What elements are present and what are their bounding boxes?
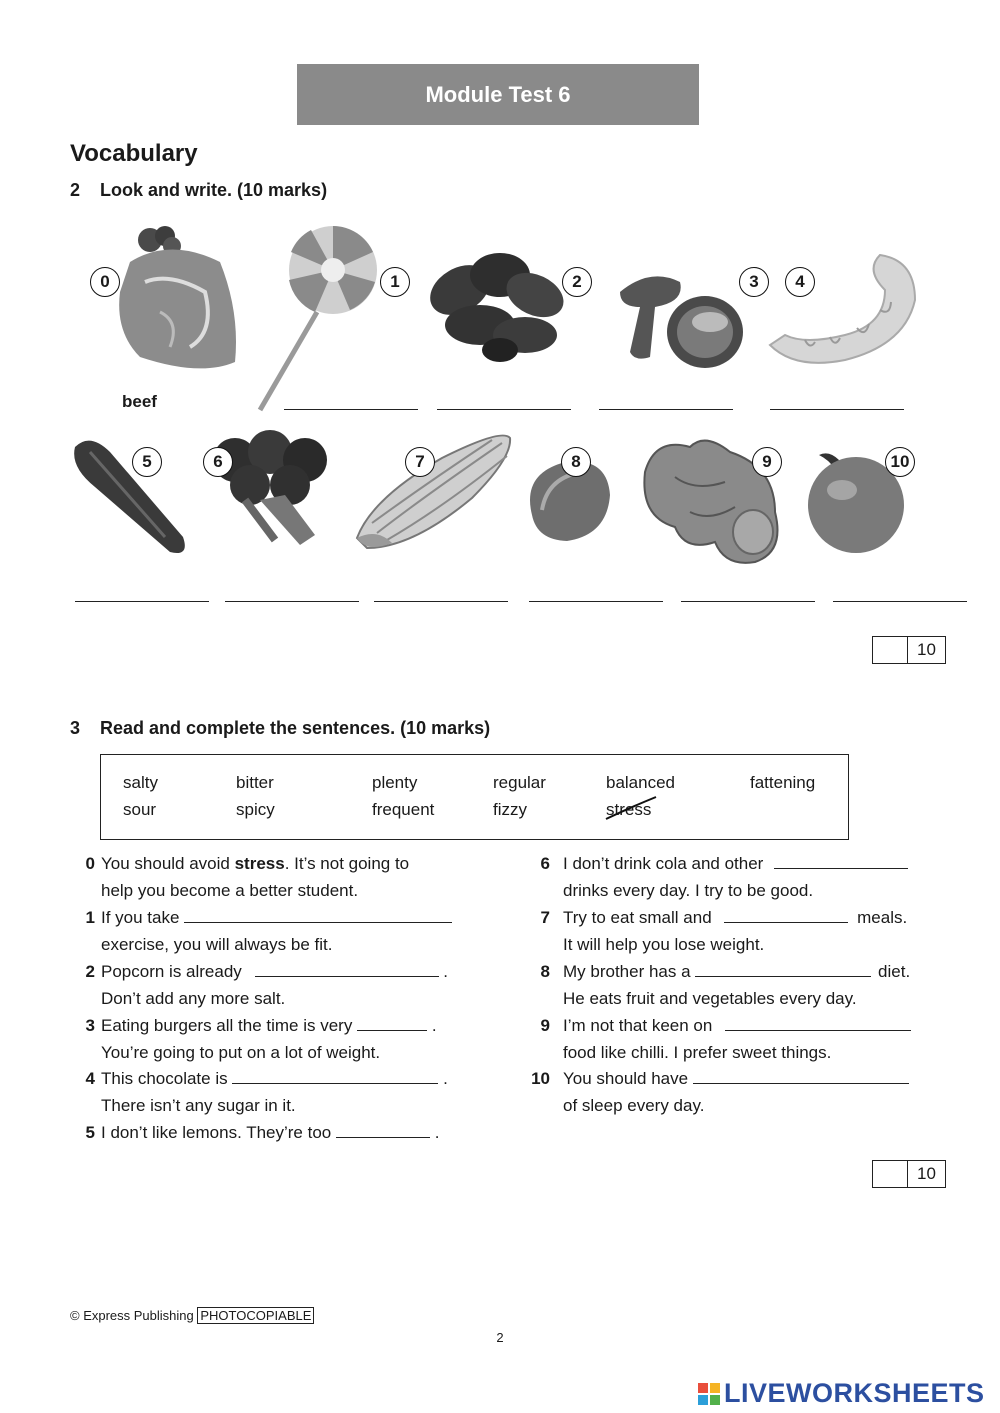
answer-line-9[interactable] — [681, 601, 815, 602]
word-bank-item: spicy — [236, 800, 275, 819]
answer-blank[interactable] — [232, 1068, 438, 1084]
sentence-2: 2 Popcorn is already . Don’t add any more salt. — [85, 962, 449, 1008]
word-bank-item: fizzy — [493, 800, 527, 819]
answer-line-7[interactable] — [374, 601, 508, 602]
mushroom-icon — [610, 262, 745, 372]
score-total: 10 — [917, 1164, 936, 1183]
answer-line-10[interactable] — [833, 601, 967, 602]
word-bank-item-used: stress — [606, 800, 652, 819]
brand-watermark[interactable] — [698, 1378, 985, 1409]
word-bank-item: salty — [123, 773, 158, 792]
task-instruction: Read and complete the sentences. (10 marks) — [100, 718, 491, 738]
answer-blank[interactable] — [774, 853, 908, 869]
item-number-0: 0 — [90, 267, 120, 297]
word-bank-item: plenty — [372, 773, 418, 792]
photocopiable-badge: PHOTOCOPIABLE — [197, 1307, 314, 1324]
item-number-7: 7 — [405, 447, 435, 477]
sentence-8: 8 My brother has a diet. He eats fruit and vegetables every day. — [540, 962, 911, 1008]
sentence-5: 5 I don’t like lemons. They’re too . — [85, 1123, 440, 1142]
answer-line-2[interactable] — [437, 409, 571, 410]
answer-line-4[interactable] — [770, 409, 904, 410]
word-bank-item: regular — [493, 773, 546, 792]
task-3-heading — [70, 718, 490, 739]
sentence-4: 4 This chocolate is . There isn’t any sugar in it. — [85, 1069, 448, 1115]
word-bank-item: balanced — [606, 773, 676, 792]
answer-blank[interactable] — [693, 1068, 909, 1084]
word-bank-item: sour — [123, 800, 157, 819]
word-bank-item: fattening — [750, 773, 816, 792]
word-bank-item: frequent — [372, 800, 435, 819]
score-total: 10 — [917, 640, 936, 659]
answer-blank[interactable] — [336, 1122, 430, 1138]
sentence-6: 6 I don’t drink cola and other drinks every day. I try to be good. — [530, 850, 930, 904]
example-answer: beef — [122, 392, 157, 411]
sentence-9: 9 I’m not that keen on food like chilli. I prefer sweet things. — [530, 1012, 930, 1066]
score-box-task-2 — [872, 636, 946, 664]
score-box-task-3 — [872, 1160, 946, 1188]
answer-blank[interactable] — [255, 961, 439, 977]
answer-blank[interactable] — [724, 907, 848, 923]
word-bank — [100, 754, 849, 840]
answer-line-1[interactable] — [284, 409, 418, 410]
answer-line-3[interactable] — [599, 409, 733, 410]
brand-name: LIVEWORKSHEETS — [724, 1378, 985, 1408]
copyright-text: © Express Publishing — [70, 1308, 194, 1323]
item-number-9: 9 — [752, 447, 782, 477]
answer-line-6[interactable] — [225, 601, 359, 602]
sentence-number: 0 — [85, 854, 95, 873]
corn-icon — [352, 428, 517, 553]
section-heading: Vocabulary — [70, 140, 198, 167]
cucumber-icon — [65, 432, 190, 562]
sentence-3: 3 Eating burgers all the time is very . You’re going to put on a lot of weight. — [85, 1016, 437, 1062]
spinach-icon — [420, 240, 570, 370]
task-instruction: Look and write. (10 marks) — [100, 180, 328, 200]
task-number: 3 — [70, 718, 81, 738]
answer-line-8[interactable] — [529, 601, 663, 602]
item-number-10: 10 — [885, 447, 915, 477]
sentence-0: 0 You should avoid stress. It’s not going to help you become a better student. — [75, 850, 475, 904]
item-number-8: 8 — [561, 447, 591, 477]
sentence-7: 7 Try to eat small and meals. It will help you lose weight. — [540, 908, 908, 954]
score-input[interactable] — [873, 637, 908, 663]
answer-line-5[interactable] — [75, 601, 209, 602]
beef-icon — [110, 222, 240, 377]
item-number-1: 1 — [380, 267, 410, 297]
liveworksheets-logo-icon — [698, 1383, 720, 1405]
sentence-10: 10 You should have of sleep every day. — [530, 1065, 930, 1119]
word-bank-item: bitter — [236, 773, 274, 792]
item-number-3: 3 — [739, 267, 769, 297]
lollipop-icon — [255, 222, 380, 412]
footer-copyright — [70, 1308, 314, 1323]
page-title: Module Test 6 — [297, 64, 699, 125]
answer-blank[interactable] — [357, 1015, 427, 1031]
task-2-heading — [70, 180, 327, 201]
score-input[interactable] — [873, 1161, 908, 1187]
item-number-6: 6 — [203, 447, 233, 477]
task-number: 2 — [70, 180, 81, 200]
sentence-1: 1 If you take exercise, you will always be fit. — [75, 904, 475, 958]
page-number: 2 — [496, 1330, 504, 1345]
item-number-2: 2 — [562, 267, 592, 297]
item-number-4: 4 — [785, 267, 815, 297]
answer-blank[interactable] — [184, 907, 452, 923]
strike-through-mark — [604, 793, 660, 823]
answer-blank[interactable] — [725, 1015, 911, 1031]
item-number-5: 5 — [132, 447, 162, 477]
prawn-icon — [765, 250, 925, 375]
answer-blank[interactable] — [695, 961, 871, 977]
